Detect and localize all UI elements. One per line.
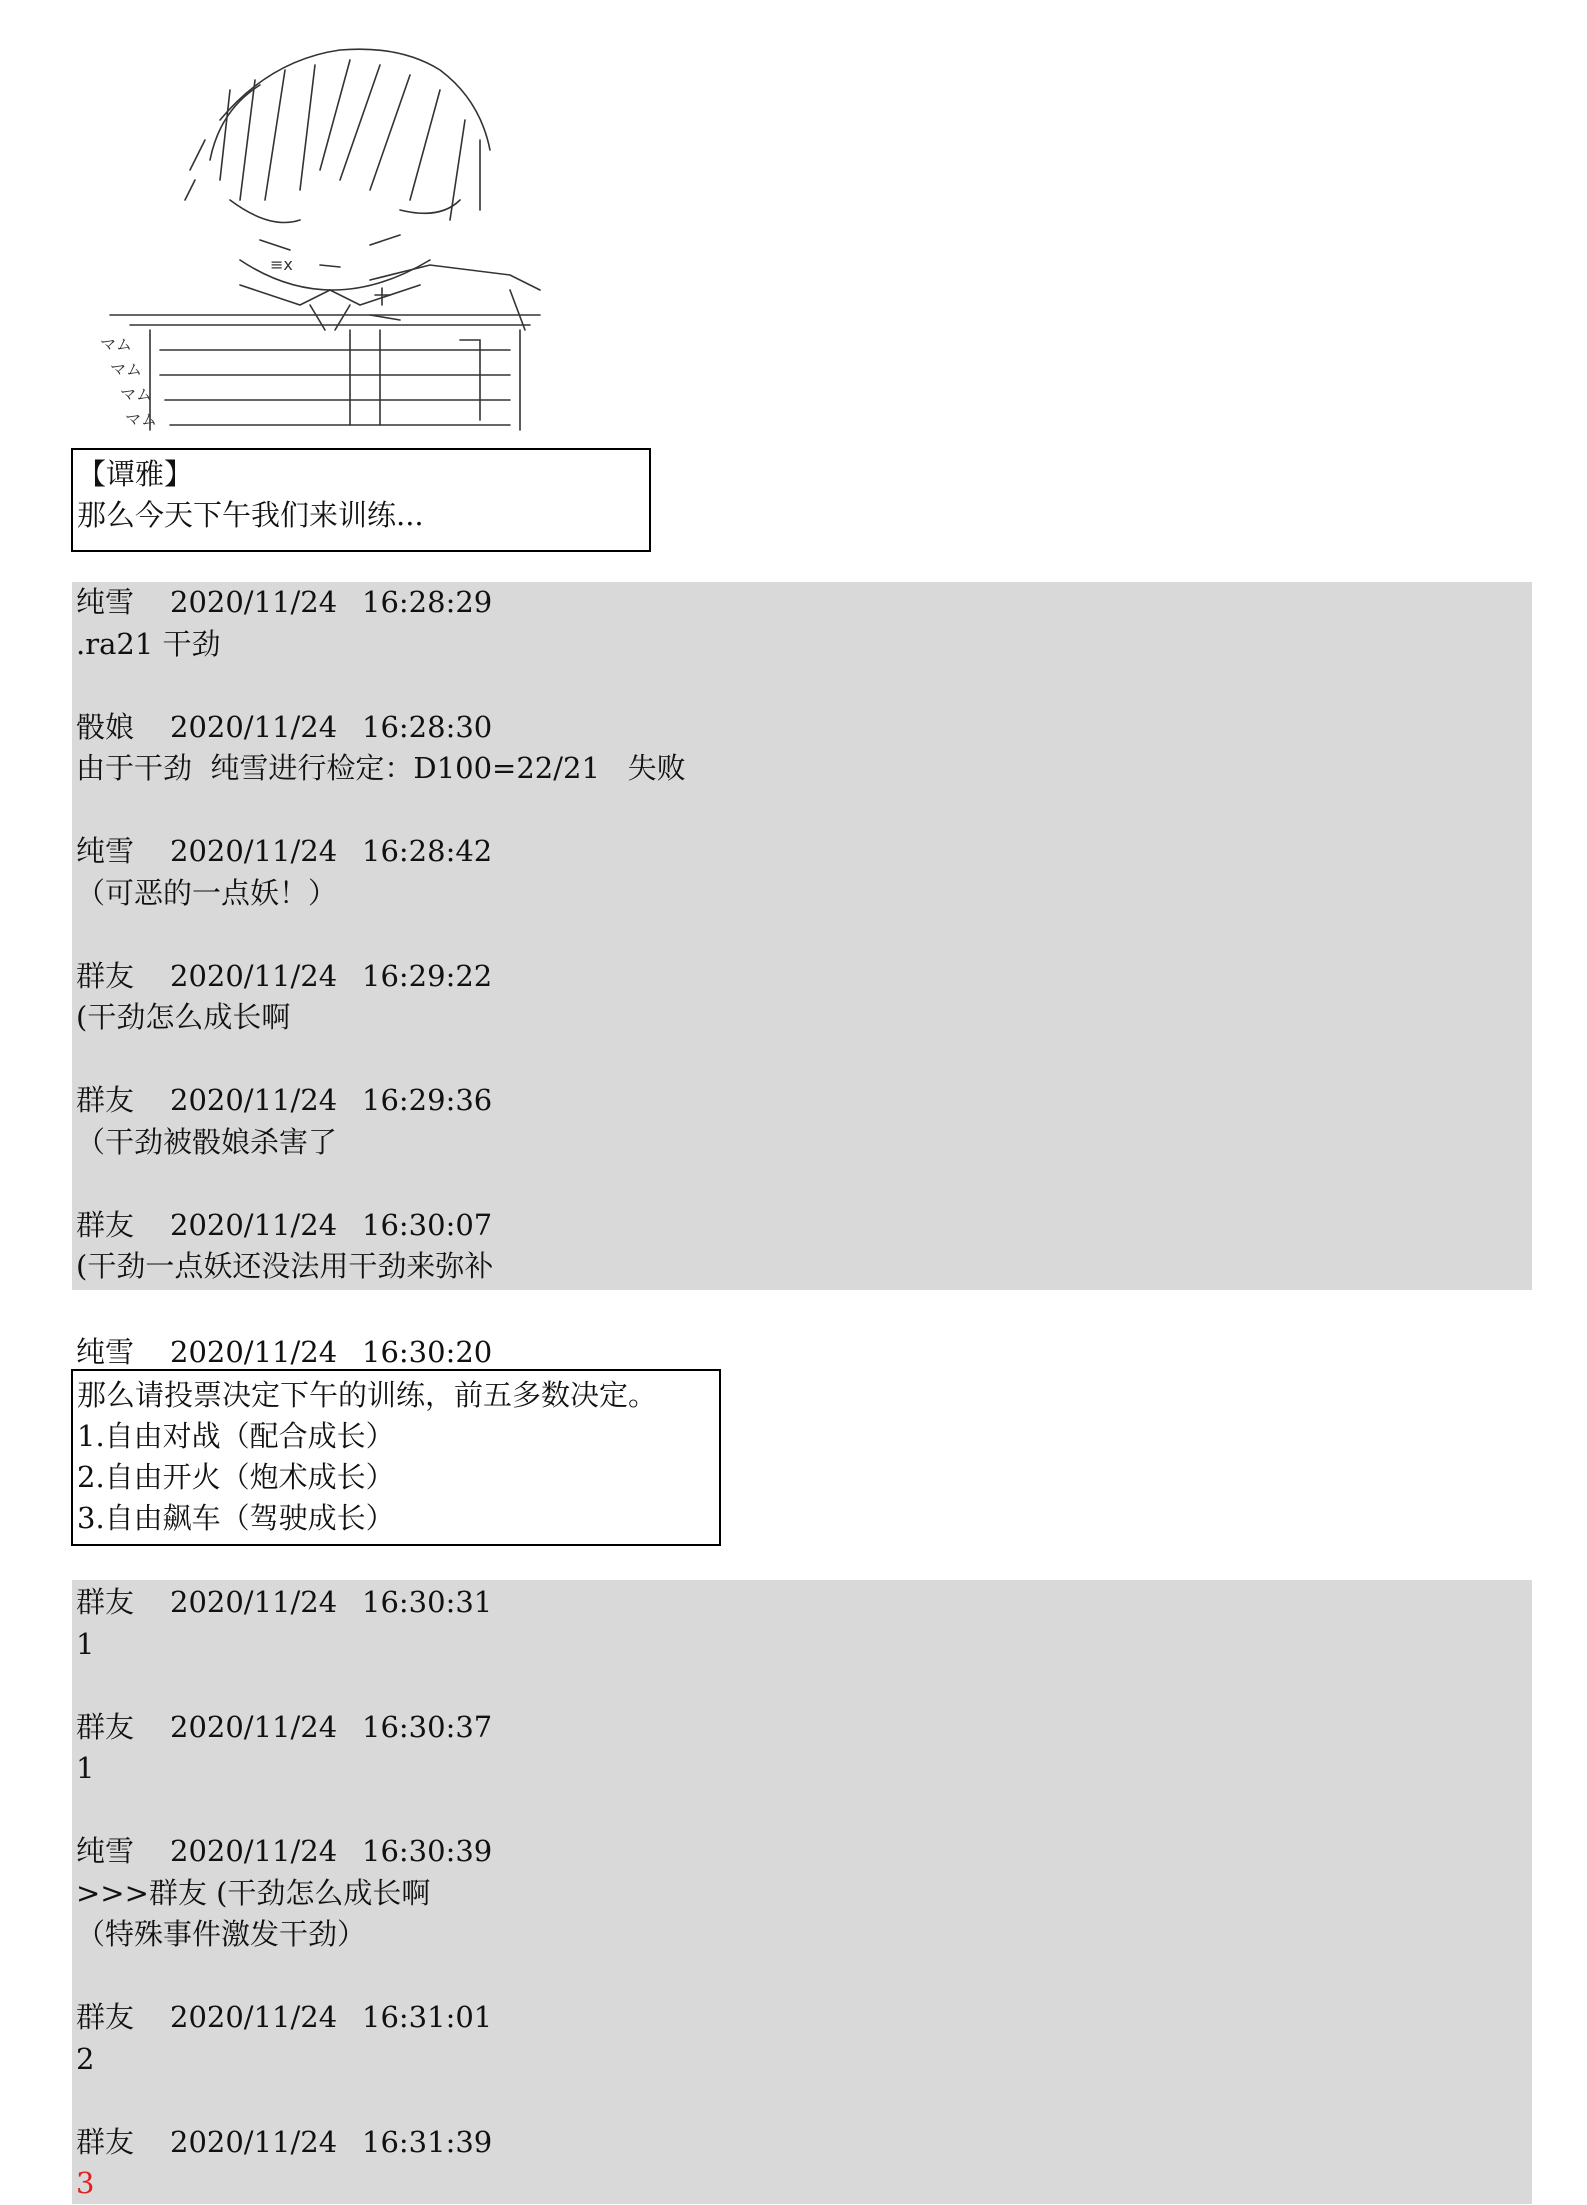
message-text: （干劲被骰娘杀害了 bbox=[76, 1124, 338, 1159]
chat-message bbox=[76, 1831, 492, 1997]
message-date: 2020/11/24 bbox=[170, 709, 338, 744]
sender-name: 纯雪 bbox=[76, 834, 135, 868]
message-header bbox=[76, 1080, 686, 1122]
vote-text-highlighted: 3 bbox=[76, 2166, 95, 2200]
message-date: 2020/11/24 bbox=[170, 1083, 338, 1117]
sender-name: 群友 bbox=[76, 1585, 135, 1619]
chat-message bbox=[76, 956, 686, 1081]
svg-text:マム: マム bbox=[110, 360, 143, 379]
svg-text:マム: マム bbox=[125, 410, 158, 429]
message-date: 2020/11/24 bbox=[170, 2124, 338, 2159]
message-date: 2020/11/24 bbox=[170, 2000, 338, 2034]
message-header bbox=[76, 1332, 492, 1374]
message-text: （可恶的一点妖！） bbox=[76, 875, 338, 910]
message-time: 16:30:39 bbox=[362, 1834, 493, 1868]
message-date: 2020/11/24 bbox=[170, 958, 338, 993]
chat-message bbox=[76, 1707, 492, 1832]
chat-messages-1 bbox=[76, 582, 686, 1288]
message-header bbox=[76, 1582, 492, 1624]
message-date: 2020/11/24 bbox=[170, 1709, 338, 1744]
message-time: 16:29:22 bbox=[362, 958, 493, 993]
message-date: 2020/11/24 bbox=[170, 1585, 338, 1619]
message-header bbox=[76, 831, 686, 873]
poll-option-1: 1.自由对战（配合成长） bbox=[77, 1419, 395, 1453]
message-date: 2020/11/24 bbox=[170, 834, 338, 868]
dialogue-text: 那么今天下午我们来训练... bbox=[77, 498, 424, 532]
message-text: (干劲怎么成长啊 bbox=[76, 1000, 291, 1034]
speaker-name: 【谭雅】 bbox=[77, 457, 194, 491]
message-date: 2020/11/24 bbox=[170, 1207, 338, 1242]
vote-text: 1 bbox=[76, 1751, 95, 1785]
quote-text: >>>群友 (干劲怎么成长啊 bbox=[76, 1875, 431, 1910]
vote-text: 2 bbox=[76, 2041, 95, 2076]
poll-option-2: 2.自由开火（炮术成长） bbox=[77, 1460, 395, 1494]
sender-name: 群友 bbox=[76, 1083, 135, 1117]
sender-name: 群友 bbox=[76, 2000, 135, 2034]
chat-message bbox=[76, 2122, 492, 2205]
message-header bbox=[76, 1707, 492, 1749]
message-header bbox=[76, 2122, 492, 2164]
message-header bbox=[76, 707, 686, 749]
message-header bbox=[76, 1205, 686, 1247]
message-header bbox=[76, 956, 686, 998]
sender-name: 骰娘 bbox=[76, 709, 135, 744]
message-time: 16:28:29 bbox=[362, 585, 493, 619]
message-text: （特殊事件激发干劲） bbox=[76, 1917, 367, 1951]
sender-name: 群友 bbox=[76, 958, 135, 993]
message-time: 16:29:36 bbox=[362, 1083, 493, 1117]
svg-text:≡x: ≡x bbox=[270, 255, 293, 274]
sender-name: 群友 bbox=[76, 2124, 135, 2159]
message-header bbox=[76, 582, 686, 624]
sender-name: 纯雪 bbox=[76, 585, 135, 619]
message-time: 16:30:31 bbox=[362, 1585, 493, 1619]
chat-message bbox=[76, 1205, 686, 1288]
message-time: 16:30:37 bbox=[362, 1709, 493, 1744]
vote-text: 1 bbox=[76, 1626, 95, 1661]
message-time: 16:31:39 bbox=[362, 2124, 493, 2159]
message-text: (干劲一点妖还没法用干劲来弥补 bbox=[76, 1249, 494, 1283]
chat-message bbox=[76, 1080, 686, 1205]
chat-message bbox=[76, 831, 686, 956]
message-time: 16:28:30 bbox=[362, 709, 493, 744]
chat-message bbox=[76, 1582, 492, 1707]
poll-question: 那么请投票决定下午的训练，前五多数决定。 bbox=[77, 1378, 658, 1412]
message-header bbox=[76, 1831, 492, 1873]
message-date: 2020/11/24 bbox=[170, 585, 338, 619]
message-header bbox=[76, 1997, 492, 2039]
message-time: 16:31:01 bbox=[362, 2000, 493, 2034]
poll-options-box bbox=[71, 1369, 721, 1546]
chat-message bbox=[76, 582, 686, 707]
chat-messages-2 bbox=[76, 1582, 492, 2205]
sender-name: 群友 bbox=[76, 1207, 135, 1242]
message-time: 16:30:20 bbox=[362, 1335, 493, 1369]
message-time: 16:30:07 bbox=[362, 1207, 493, 1242]
chat-message bbox=[76, 707, 686, 832]
sender-name: 纯雪 bbox=[76, 1834, 135, 1868]
message-date: 2020/11/24 bbox=[170, 1335, 338, 1369]
message-time: 16:28:42 bbox=[362, 834, 493, 868]
poll-option-3: 3.自由飙车（驾驶成长） bbox=[77, 1501, 395, 1535]
sender-name: 纯雪 bbox=[76, 1335, 135, 1369]
svg-text:マム: マム bbox=[120, 385, 153, 404]
chat-message bbox=[76, 1997, 492, 2122]
poll-message bbox=[76, 1332, 492, 1374]
message-date: 2020/11/24 bbox=[170, 1834, 338, 1868]
message-text: 由于干劲 纯雪进行检定：D100=22/21 失败 bbox=[76, 751, 686, 785]
sender-name: 群友 bbox=[76, 1709, 135, 1744]
message-text: .ra21 干劲 bbox=[76, 626, 221, 661]
speaker-dialogue-box bbox=[71, 448, 651, 552]
svg-text:マム: マム bbox=[100, 335, 133, 354]
ascii-art-illustration bbox=[70, 30, 570, 440]
